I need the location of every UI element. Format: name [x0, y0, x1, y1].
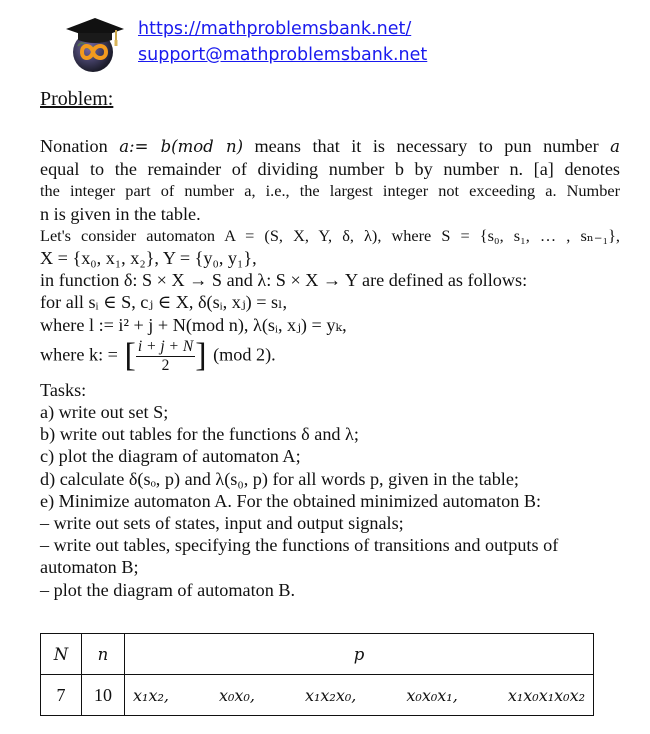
- task-item: – write out tables, specifying the functions of transitions and outputs of: [40, 535, 559, 556]
- problem-para-line: [40, 135, 620, 158]
- problem-body: [40, 135, 620, 601]
- word-item: x₁x₂,: [133, 685, 169, 705]
- graduation-cap-globe-icon: [64, 12, 126, 74]
- parameters-table: [40, 633, 594, 716]
- task-item: – plot the diagram of automaton B.: [40, 579, 296, 600]
- support-email-link[interactable]: support@mathproblemsbank.net: [138, 45, 428, 65]
- table-row: [41, 675, 594, 716]
- math-var: a: [610, 137, 620, 156]
- header-N: N: [41, 634, 82, 675]
- word-item: x₀x₀,: [218, 685, 255, 705]
- site-logo: [64, 12, 126, 74]
- cell-N: 7: [41, 675, 82, 716]
- task-item: d) calculate δ(sₒ, p) and λ(s₀, p) for all words p, given in the table;: [40, 468, 519, 489]
- task-item: b) write out tables for the functions δ and λ;: [40, 424, 359, 445]
- automaton-definition-line: in function δ: S × X → S and λ: S × X → Y are defined as follows:: [40, 270, 528, 291]
- problem-heading: Problem:: [40, 88, 114, 110]
- text-span: (mod 2).: [213, 344, 276, 365]
- fraction: [136, 338, 195, 375]
- fraction-numerator: i + j + N: [137, 337, 194, 355]
- automaton-definition-line: Let's consider automaton A = (S, X, Y, δ, λ), where S = {s₀, s₁, … , sₙ₋₁},: [40, 225, 620, 245]
- problem-para-line: the integer part of number a, i.e., the largest integer not exceeding a. Number: [40, 181, 620, 201]
- rule-line: where l := i² + j + N(mod n), λ(sᵢ, xⱼ) = yₖ,: [40, 314, 347, 335]
- task-item: c) plot the diagram of automaton A;: [40, 446, 301, 467]
- bracket-left: [: [124, 337, 136, 375]
- site-url-link[interactable]: https://mathproblemsbank.net/: [138, 19, 412, 39]
- task-item: a) write out set S;: [40, 402, 169, 423]
- bracket-right: ]: [195, 337, 207, 375]
- cell-p: [125, 675, 594, 716]
- table-header-row: [41, 634, 594, 675]
- task-item: – write out sets of states, input and output signals;: [40, 513, 404, 534]
- floor-fraction: [124, 338, 206, 375]
- problem-para-line: equal to the remainder of dividing number b by number n. [a] denotes: [40, 159, 620, 180]
- header-n: n: [82, 634, 125, 675]
- header-p: p: [125, 634, 594, 675]
- task-item: automaton B;: [40, 557, 139, 578]
- tasks-heading: Tasks:: [40, 379, 87, 400]
- text-span: where k: =: [40, 344, 118, 365]
- text-span: Nonation: [40, 136, 120, 156]
- word-list: [125, 686, 593, 705]
- header-links: [138, 16, 427, 68]
- word-item: x₁x₀x₁x₀x₂: [507, 685, 585, 705]
- fraction-denominator: 2: [161, 356, 170, 374]
- rule-line: for all sᵢ ∈ S, cⱼ ∈ X, δ(sᵢ, xⱼ) = sₗ,: [40, 292, 288, 313]
- word-item: x₀x₀x₁,: [406, 685, 458, 705]
- text-span: means that it is necessary to pun number: [243, 136, 611, 156]
- automaton-definition-line: X = {x₀, x₁, x₂}, Y = {y₀, y₁},: [40, 248, 257, 269]
- rule-line-fraction: [40, 338, 620, 375]
- word-item: x₁x₂x₀,: [304, 685, 357, 705]
- problem-para-line: n is given in the table.: [40, 203, 201, 224]
- task-item: e) Minimize automaton A. For the obtained minimized automaton B:: [40, 490, 542, 511]
- math-notation: a:= b(mod n): [119, 137, 244, 156]
- cell-n: 10: [82, 675, 125, 716]
